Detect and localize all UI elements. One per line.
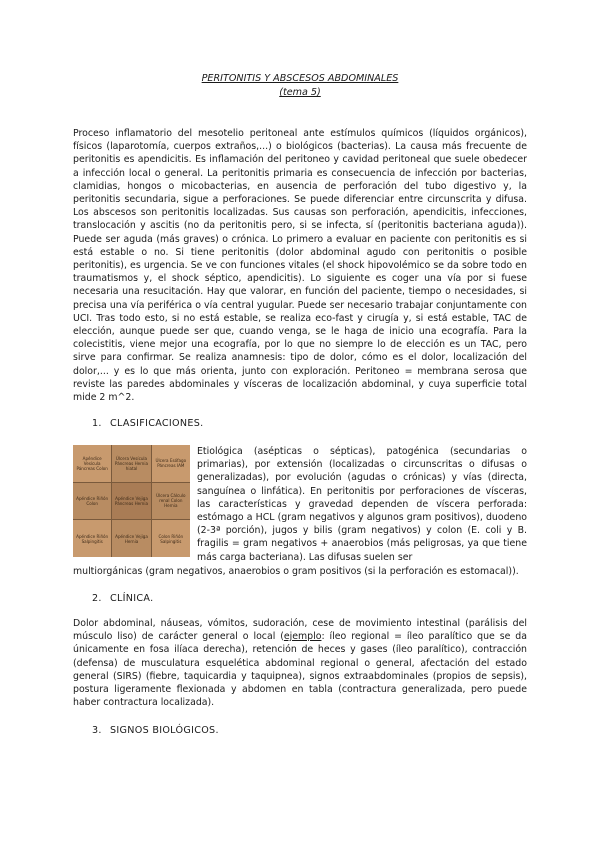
figure-cell: Úlcera Esófago Páncreas IAM <box>152 445 190 482</box>
clinic-paragraph <box>73 617 527 709</box>
classification-paragraph-end: multiorgánicas (gram negativos, anaerobios o gram positivos (si la perforación es estomacal)). <box>73 566 519 577</box>
intro-paragraph: Proceso inflamatorio del mesotelio peritoneal ante estímulos químicos (líquidos orgánicos), físicos (laparotomía, cuerpos extraños,...) o biológicos (bacterias). La causa más frecuente de peritonitis es apendicitis. Es inflamación del peritoneo y cavidad peritoneal que suele obedecer a infección local o general. La peritonitis primaria es consecuencia de infección por bacterias, clamidias, hongos o micobacterias, en ausencia de perforación del tubo digestivo y, la peritonitis secundaria, sigue a perforaciones. Se puede diferenciar entre circunscrita y difusa. Los abscesos son peritonitis localizadas. Sus causas son perforación, apendicitis, infecciones, translocación y ascitis (no da peritonitis pero, si se infecta, sí (peritonitis bacteriana aguda)). Puede ser aguda (más graves) o crónica. Lo primero a evaluar en paciente con peritonitis es si está estable o no. Si tiene peritonitis (dolor abdominal agudo con peritonitis o posible peritonitis), es urgencia. Se ve con funciones vitales (el shock hipovolémico se da sobre todo en traumatismos y, el shock séptico, apendicitis). Lo siguiente es coger una vía por si fuese necesaria una resucitación. Hay que valorar, en función del paciente, tiempo o necesidades, si precisa una vía periférica o vía central yugular. Puede ser necesario trabajar conjuntamente con UCI. Tras todo esto, si no está estable, se realiza eco-fast y cirugía y, si está estable, TAC de elección, aunque puede ser que, cuando venga, se le haga de inicio una ecografía. Para la colecistitis, viene mejor una ecografía, por lo que no siempre lo de elección es un TAC, pero sirve para confirmar. Se realiza anamnesis: tipo de dolor, cómo es el dolor, localización del dolor,... y es lo que más orienta, junto con exploración. Peritoneo = membrana serosa que reviste las paredes abdominales y vísceras de localización abdominal, y cuya superficie total mide 2 m^2. <box>73 128 527 404</box>
section-number: 1. <box>92 418 102 429</box>
figure-cell: Úlcera Cálculo renal Colon Hernia <box>152 483 190 520</box>
section-heading-clasificaciones <box>92 418 203 429</box>
section-title: CLÍNICA. <box>110 593 154 604</box>
section-number: 3. <box>92 725 102 736</box>
abdominal-pain-map-image <box>73 445 190 557</box>
figure-cell: Apéndice Riñón Colon <box>73 483 111 520</box>
document-title: PERITONITIS Y ABSCESOS ABDOMINALES <box>201 73 399 84</box>
document-subtitle: (tema 5) <box>279 87 321 98</box>
figure-cell: Apéndice Vejiga Páncreas Hernia <box>112 483 150 520</box>
clinic-example-word: ejemplo <box>283 631 322 643</box>
section-heading-signos-biologicos <box>92 725 219 736</box>
section-heading-clinica <box>92 593 153 604</box>
clinic-text-continued: : íleo regional = íleo paralítico que se da únicamente en fosa ilíaca derecha), retención de heces y gases (íleo paralítico), contracción (defensa) de musculatura esquelética abdominal regional o general, afectación del estado general (SIRS) (fiebre, taquicardia y taquipnea), signos extraabdominales (propios de sepsis), postura ligeramente flexionada y abdomen en tabla (contractura generalizada, pero puede haber contractura localizada). <box>73 631 527 709</box>
section-title: SIGNOS BIOLÓGICOS. <box>110 725 219 736</box>
figure-cell: Colon Riñón Salpingitis <box>152 520 190 557</box>
figure-cell: Úlcera Vesícula Páncreas Hernia hiatal <box>112 445 150 482</box>
figure-cell: Apéndice Vejiga Hernia <box>112 520 150 557</box>
figure-cell: Apéndice Vesícula Páncreas Colon <box>73 445 111 482</box>
figure-cell: Apéndice Riñón Salpingitis <box>73 520 111 557</box>
clinic-text: Dolor abdominal, náuseas, vómitos, sudoración, cese de movimiento intestinal (parálisis del músculo liso) de carácter general o local ( <box>73 618 527 643</box>
section-number: 2. <box>92 593 102 604</box>
classification-paragraph: Etiológica (asépticas o sépticas), patogénica (secundarias o primarias), por extensión (localizadas o circunscritas o difusas o generalizadas), por evolución (agudas o crónicas) y vías (directa, sanguínea o linfática). En peritonitis por perforaciones de vísceras, las características y gravedad dependen de víscera perforada: estómago a HCL (gram negativos y algunos gram positivos), duodeno (2-3ª porción), jugos y bilis (gram negativos) y colon (E. coli y B. fragilis = gram negativos + anaerobios (más peligrosas, ya que tiene más carga bacteriana). Las difusas suelen ser <box>197 446 527 563</box>
section-title: CLASIFICACIONES. <box>110 418 204 429</box>
